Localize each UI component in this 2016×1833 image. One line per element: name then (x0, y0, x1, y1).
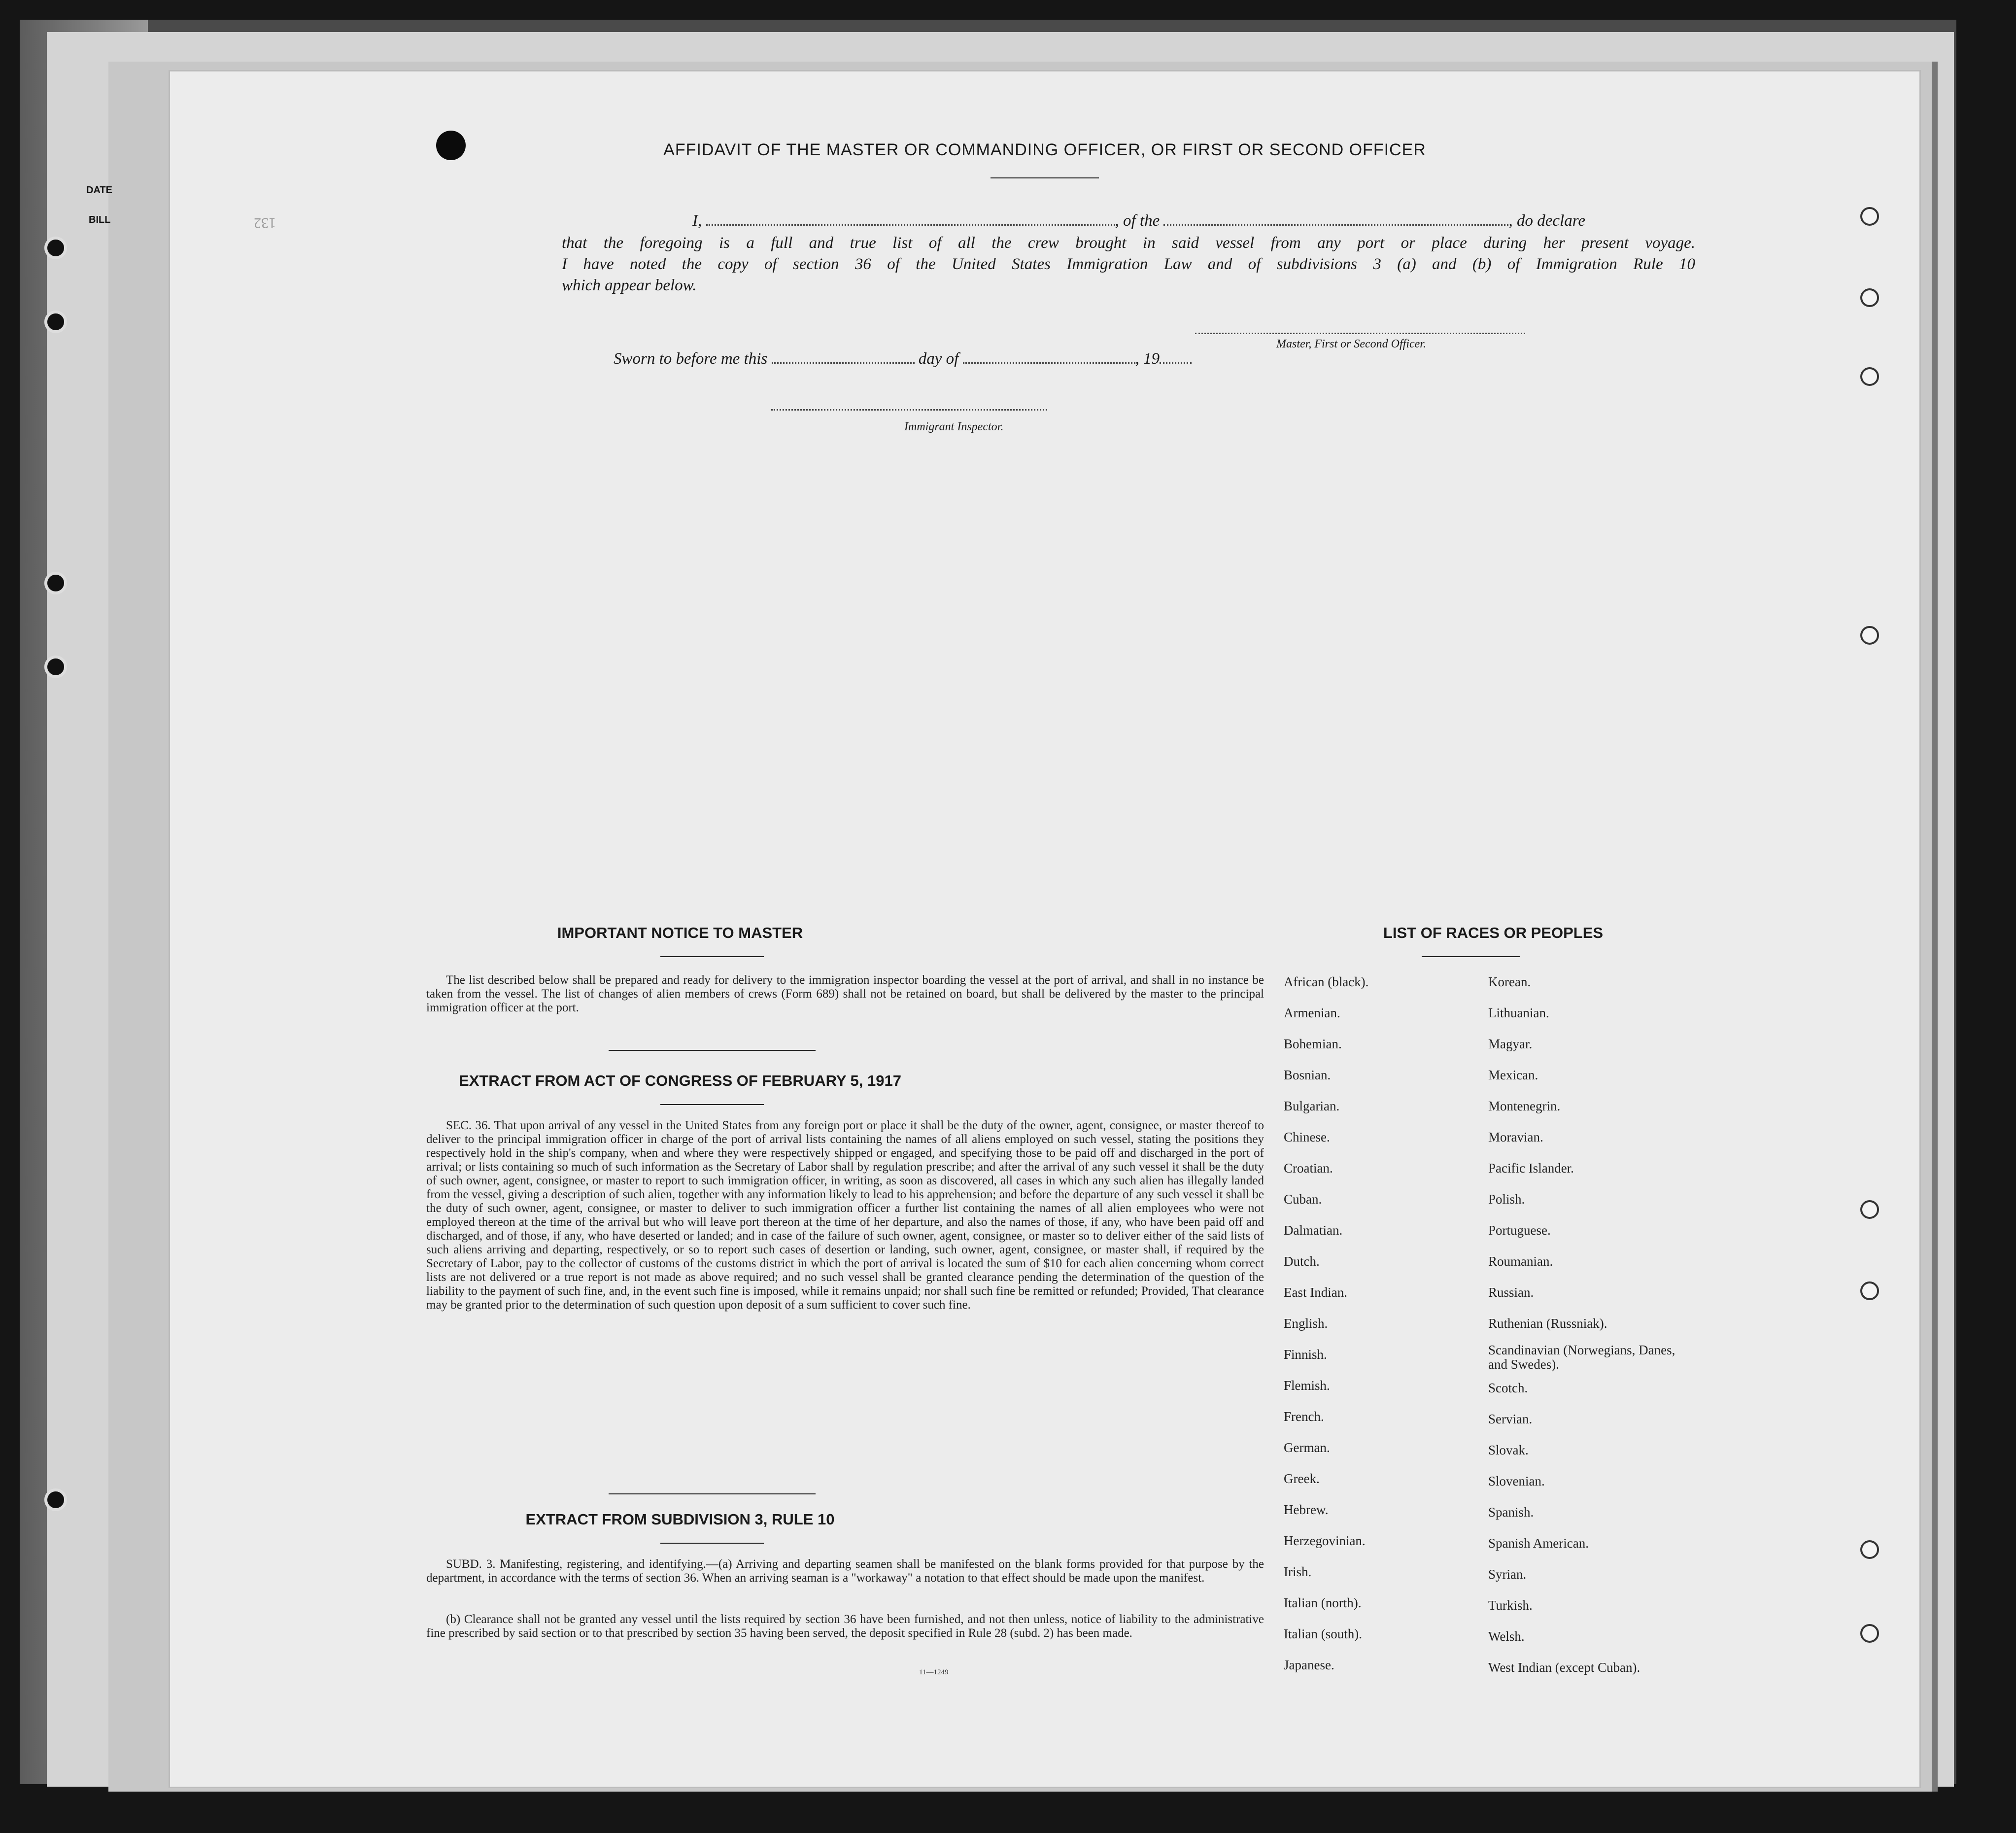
race-item: Portuguese. (1488, 1223, 1551, 1238)
race-item: Turkish. (1488, 1598, 1533, 1613)
race-item: Slovenian. (1488, 1474, 1545, 1488)
extract-rule-heading: EXTRACT FROM SUBDIVISION 3, RULE 10 (525, 1511, 835, 1528)
affidavit-line-1: I, , of the , do declare (692, 212, 1585, 230)
master-signature-label: Master, First or Second Officer. (1276, 338, 1426, 350)
notice-text: The list described below shall be prepared and ready for delivery to the immigration inspector boarding the vessel at the port of arrival, and shall in no instance be taken from the vessel. The list of changes of alien members of crews (Form 689) shall not be retained on board, but shall be delivered by the master to the principal immigration officer at the port. (426, 973, 1264, 1014)
race-item: Italian (south). (1284, 1626, 1362, 1641)
sworn-line: Sworn to before me this day of , 19 (614, 350, 1192, 368)
race-item: Pacific Islander. (1488, 1161, 1574, 1176)
extract-act-heading: EXTRACT FROM ACT OF CONGRESS OF FEBRUARY 5, 1917 (459, 1072, 901, 1089)
race-item: Cuban. (1284, 1192, 1322, 1207)
divider (991, 177, 1099, 178)
race-item: Mexican. (1488, 1068, 1538, 1082)
race-item: Bohemian. (1284, 1037, 1342, 1051)
race-item: Armenian. (1284, 1005, 1340, 1020)
inspector-signature-line (771, 409, 1047, 411)
divider (660, 956, 764, 957)
master-signature-line (1195, 333, 1525, 334)
divider (609, 1493, 816, 1494)
inspector-signature-label: Immigrant Inspector. (904, 420, 1004, 433)
race-item: Greek. (1284, 1471, 1320, 1486)
binding-hole-icon (44, 572, 67, 594)
right-hole-icon (1860, 626, 1879, 645)
race-item: Russian. (1488, 1285, 1534, 1300)
affidavit-line-3: I have noted the copy of section 36 of the United States Immigration Law and of subdivisions 3 (a) and (b) of Immigration Rule 10 (562, 255, 1695, 273)
race-item: Japanese. (1284, 1658, 1334, 1672)
race-item: Spanish. (1488, 1505, 1534, 1520)
affidavit-title: AFFIDAVIT OF THE MASTER OR COMMANDING OFFICER, OR FIRST OR SECOND OFFICER (663, 140, 1426, 159)
race-item: Roumanian. (1488, 1254, 1553, 1269)
race-item: West Indian (except Cuban). (1488, 1660, 1640, 1675)
race-item: Bosnian. (1284, 1068, 1331, 1082)
race-item: Bulgarian. (1284, 1099, 1340, 1113)
clip-date-label: DATE (86, 185, 112, 196)
binding-hole-icon (44, 1488, 67, 1511)
form-page (170, 71, 1919, 1787)
race-item: Spanish American. (1488, 1536, 1589, 1551)
race-item: African (black). (1284, 974, 1369, 989)
race-item: English. (1284, 1316, 1328, 1331)
race-item: Syrian. (1488, 1567, 1527, 1582)
race-item: Dutch. (1284, 1254, 1320, 1269)
extract-rule-text-b: (b) Clearance shall not be granted any vessel until the lists required by section 36 have been furnished, and not then unless, notice of liability to the administrative fine prescribed by said section or to that prescribed by section 35 having been served, the deposit specified in Rule 28 (subd. 2) has been made. (426, 1613, 1264, 1640)
stamp-number: 132 (254, 215, 276, 231)
race-item: Italian (north). (1284, 1595, 1362, 1610)
race-item: Hebrew. (1284, 1502, 1329, 1517)
notice-heading: IMPORTANT NOTICE TO MASTER (557, 924, 803, 941)
binding-hole-icon (44, 237, 67, 259)
extract-act-text: SEC. 36. That upon arrival of any vessel in the United States from any foreign port or place it shall be the duty of the owner, agent, consignee, or master thereof to deliver to the principal immigration officer in charge of the port of arrival lists containing the names of all aliens employed on such vessel, stating the positions they respectively hold in the ship's company, when and where they were respectively shipped or engaged, and specifying those to be paid off and discharged in the port of arrival; or lists containing so much of such information as the Secretary of Labor shall by regulation prescribe; and after the arrival of any such vessel it shall be the duty of such owner, agent, consignee, or master to report to such immigration officer, in writing, as soon as discovered, all cases in which any such alien has illegally landed from the vessel, giving a description of such alien, together with any information likely to lead to his apprehension; and before the departure of any such vessel it shall be the duty of such owner, agent, consignee, or master to deliver to such immigration officer a further list containing the names of all alien employees who were not employed thereon at the time of the arrival but who will leave port thereon at the time of her departure, and also the names of those, if any, who have been paid off and discharged, and of those, if any, who have deserted or landed; and in case of the failure of such owner, agent, consignee, or master so to deliver either of the said lists of such aliens arriving and departing, respectively, or so to report such cases of desertion or landing, such owner, agent, consignee, or master shall, if required by the Secretary of Labor, pay to the collector of customs of the customs district in which the port of arrival is located the sum of $10 for each alien concerning whom correct lists are not delivered or a true report is not made as above required; and no such vessel shall be granted clearance pending the determination of the question of the liability to the payment of such fine, and, in the event such fine is imposed, while it remains unpaid; nor shall such fine be remitted or refunded; Provided, That clearance may be granted prior to the determination of such question upon deposit of a sum sufficient to cover such fine. (426, 1119, 1264, 1312)
right-hole-icon (1860, 1624, 1879, 1643)
race-item: Korean. (1488, 974, 1531, 989)
race-item: Irish. (1284, 1564, 1312, 1579)
extract-rule-text-a: SUBD. 3. Manifesting, registering, and identifying.—(a) Arriving and departing seamen shall be manifested on the blank forms provided for that purpose by the department, in accordance with the terms of section 36. When an arriving seaman is a "workaway" a notation to that effect should be made upon the manifest. (426, 1557, 1264, 1585)
binding-hole-icon (44, 311, 67, 333)
binding-hole-icon (44, 656, 67, 678)
right-hole-icon (1860, 288, 1879, 307)
divider (1422, 956, 1520, 957)
race-item: German. (1284, 1440, 1330, 1455)
race-item: Welsh. (1488, 1629, 1525, 1644)
right-hole-icon (1860, 1281, 1879, 1300)
race-item: Croatian. (1284, 1161, 1333, 1176)
race-item: Polish. (1488, 1192, 1525, 1207)
divider (609, 1050, 816, 1051)
race-item: Chinese. (1284, 1130, 1330, 1144)
race-item: Finnish. (1284, 1347, 1327, 1362)
race-item: Scandinavian (Norwegians, Danes, and Swedes). (1488, 1343, 1675, 1372)
right-hole-icon (1860, 367, 1879, 386)
punch-hole-icon (436, 131, 466, 160)
race-item: French. (1284, 1409, 1324, 1424)
right-hole-icon (1860, 1540, 1879, 1559)
race-item: Dalmatian. (1284, 1223, 1343, 1238)
race-item: Scotch. (1488, 1381, 1528, 1395)
race-item: Ruthenian (Russniak). (1488, 1316, 1607, 1331)
divider (660, 1543, 764, 1544)
race-item: Moravian. (1488, 1130, 1543, 1144)
divider (660, 1104, 764, 1105)
race-item: East Indian. (1284, 1285, 1347, 1300)
affidavit-line-2: that the foregoing is a full and true list of all the crew brought in said vessel from any port or place during her present voyage. (562, 234, 1695, 252)
race-item: Flemish. (1284, 1378, 1330, 1393)
race-item: Servian. (1488, 1412, 1533, 1426)
clip-bill-label: BILL (89, 214, 111, 225)
affidavit-line-4: which appear below. (562, 277, 697, 294)
race-item: Lithuanian. (1488, 1005, 1549, 1020)
race-item: Herzegovinian. (1284, 1533, 1366, 1548)
race-item: Magyar. (1488, 1037, 1533, 1051)
right-hole-icon (1860, 207, 1879, 226)
races-heading: LIST OF RACES OR PEOPLES (1383, 924, 1604, 941)
form-number: 11—1249 (919, 1668, 949, 1676)
right-hole-icon (1860, 1200, 1879, 1219)
race-item: Slovak. (1488, 1443, 1529, 1457)
race-item: Montenegrin. (1488, 1099, 1561, 1113)
